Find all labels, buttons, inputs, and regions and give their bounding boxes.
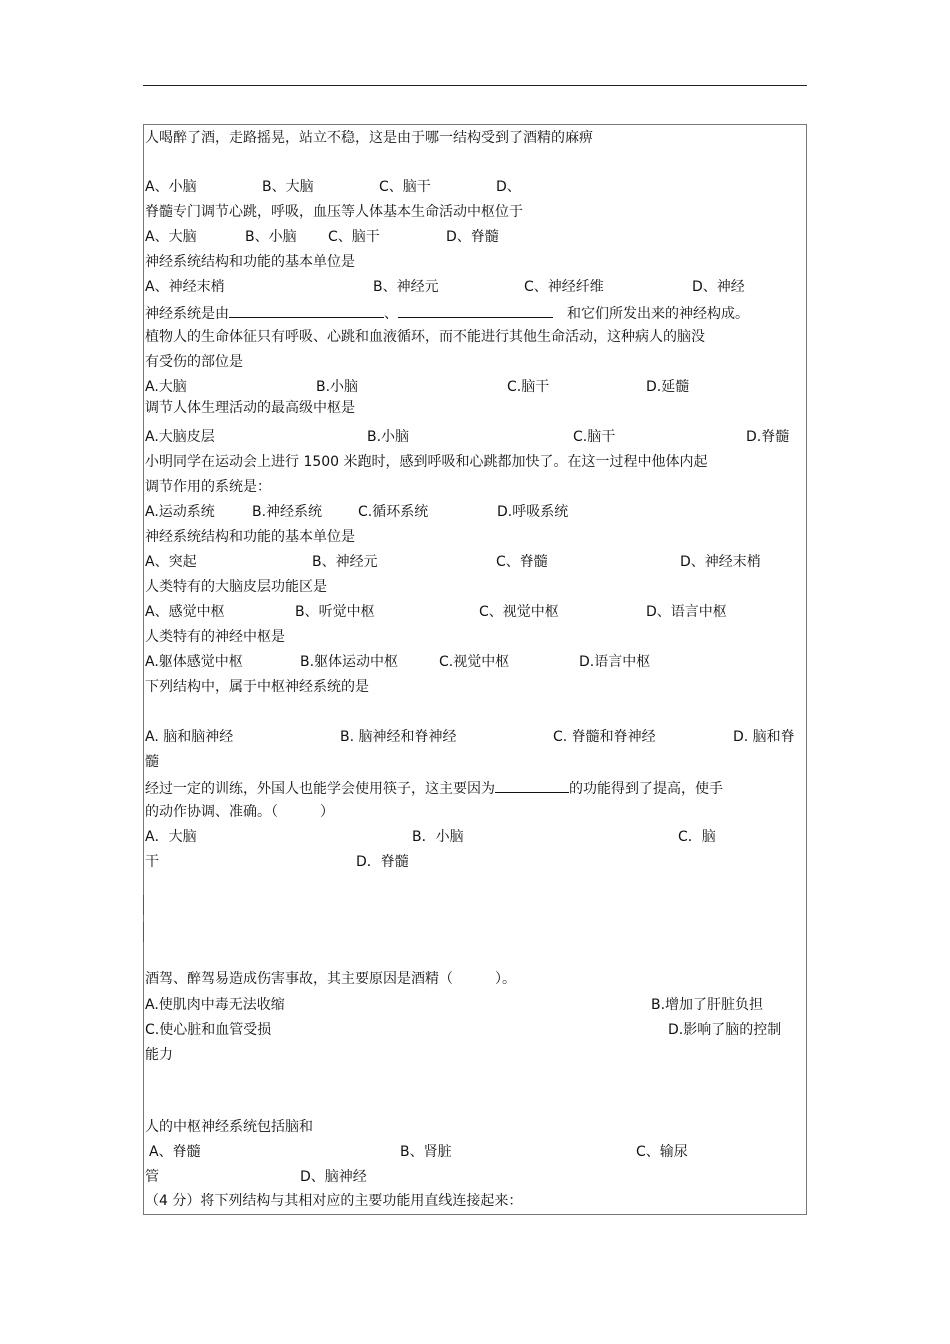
answer-blank bbox=[495, 778, 569, 793]
option-d: D、脊髓 bbox=[446, 229, 499, 245]
option-b: B. 脑神经和脊神经 bbox=[340, 729, 457, 745]
option-a: A、感觉中枢 bbox=[145, 604, 225, 620]
option-a: A. 脑和脑神经 bbox=[145, 729, 234, 745]
stem-separator: 、 bbox=[384, 306, 398, 322]
question-stem: 小明同学在运动会上进行 1500 米跑时，感到呼吸和心跳都加快了。在这一过程中他体内起 bbox=[145, 454, 708, 470]
option-b: B、大脑 bbox=[262, 179, 314, 195]
question-stem: 神经系统结构和功能的基本单位是 bbox=[145, 254, 355, 270]
question-stem: 人类特有的神经中枢是 bbox=[145, 629, 285, 645]
option-a: A.使肌肉中毒无法收缩 bbox=[145, 997, 285, 1013]
option-a: A、脊髓 bbox=[149, 1144, 201, 1160]
option-a: A.躯体感觉中枢 bbox=[145, 654, 243, 670]
question-stem: 脊髓专门调节心跳，呼吸，血压等人体基本生命活动中枢位于 bbox=[145, 204, 523, 220]
option-b: B、肾脏 bbox=[400, 1144, 452, 1160]
question-stem-continued: 调节作用的系统是： bbox=[145, 479, 271, 495]
option-c: C、脑干 bbox=[379, 179, 431, 195]
option-a: A．大脑 bbox=[145, 829, 197, 845]
option-a: A.大脑 bbox=[145, 379, 187, 395]
option-b: B、听觉中枢 bbox=[295, 604, 375, 620]
option-a: A、大脑 bbox=[145, 229, 197, 245]
stem-part: 的功能得到了提高，使手 bbox=[569, 781, 723, 797]
option-b: B、小脑 bbox=[245, 229, 297, 245]
option-d: D.呼吸系统 bbox=[497, 504, 569, 520]
question-stem: 调节人体生理活动的最高级中枢是 bbox=[145, 400, 355, 416]
option-d: D.语言中枢 bbox=[579, 654, 651, 670]
option-c: C、神经纤维 bbox=[524, 279, 604, 295]
option-c: C.使心脏和血管受损 bbox=[145, 1022, 272, 1038]
option-c: C、脑干 bbox=[328, 229, 380, 245]
option-b: B.小脑 bbox=[316, 379, 359, 395]
option-b: B．小脑 bbox=[412, 829, 464, 845]
option-a: A、小脑 bbox=[145, 179, 197, 195]
option-b: B.增加了肝脏负担 bbox=[651, 997, 764, 1013]
question-stem bbox=[145, 778, 723, 798]
option-b: B、神经元 bbox=[373, 279, 439, 295]
option-c: C．脑 bbox=[678, 829, 716, 845]
option-c: C、输尿 bbox=[636, 1144, 688, 1160]
option-wrap: 髓 bbox=[145, 754, 159, 770]
question-stem: 神经系统结构和功能的基本单位是 bbox=[145, 529, 355, 545]
option-c: C.脑干 bbox=[507, 379, 550, 395]
answer-blank bbox=[229, 303, 384, 318]
option-d: D、脑神经 bbox=[300, 1169, 367, 1185]
question-stem: 下列结构中，属于中枢神经系统的是 bbox=[145, 679, 369, 695]
question-stem: 人类特有的大脑皮层功能区是 bbox=[145, 579, 327, 595]
question-stem bbox=[145, 303, 749, 323]
option-d: D．脊髓 bbox=[356, 854, 409, 870]
stem-part: 经过一定的训练，外国人也能学会使用筷子，这主要因为 bbox=[145, 781, 495, 797]
question-stem: 酒驾、醉驾易造成伤害事故，其主要原因是酒精（ ）。 bbox=[145, 971, 516, 987]
option-b: B.小脑 bbox=[367, 429, 410, 445]
question-stem: （4 分）将下列结构与其相对应的主要功能用直线连接起来： bbox=[145, 1193, 523, 1209]
option-d: D.脊髓 bbox=[746, 429, 790, 445]
option-b: B.躯体运动中枢 bbox=[300, 654, 399, 670]
option-wrap: 能力 bbox=[145, 1047, 173, 1063]
stem-part: 神经系统是由 bbox=[145, 306, 229, 322]
option-c: C、脊髓 bbox=[496, 554, 548, 570]
option-d: D.延髓 bbox=[646, 379, 690, 395]
option-b: B、神经元 bbox=[312, 554, 378, 570]
question-stem: 人喝醉了酒，走路摇晃，站立不稳，这是由于哪一结构受到了酒精的麻痹 bbox=[145, 130, 593, 146]
option-a: A、神经末梢 bbox=[145, 279, 225, 295]
option-c: C. 脊髓和脊神经 bbox=[553, 729, 656, 745]
option-a: A.大脑皮层 bbox=[145, 429, 215, 445]
option-c: C.视觉中枢 bbox=[439, 654, 510, 670]
margin-mark bbox=[143, 922, 144, 942]
option-c: C.循环系统 bbox=[358, 504, 429, 520]
question-stem: 人的中枢神经系统包括脑和 bbox=[145, 1119, 313, 1135]
stem-part: 和它们所发出来的神经构成。 bbox=[567, 306, 749, 322]
option-c: C.脑干 bbox=[573, 429, 616, 445]
option-wrap: 管 bbox=[145, 1169, 159, 1185]
option-d: D、 bbox=[496, 179, 521, 195]
option-d: D、神经末梢 bbox=[680, 554, 761, 570]
question-stem-continued: 的动作协调、准确。（ ） bbox=[145, 804, 334, 820]
option-a: A.运动系统 bbox=[145, 504, 215, 520]
answer-blank bbox=[398, 303, 553, 318]
option-a: A、突起 bbox=[145, 554, 197, 570]
question-stem-continued: 有受伤的部位是 bbox=[145, 354, 243, 370]
question-stem: 植物人的生命体征只有呼吸、心跳和血液循环，而不能进行其他生命活动，这种病人的脑没 bbox=[145, 329, 705, 345]
option-d: D、语言中枢 bbox=[646, 604, 727, 620]
option-c: C、视觉中枢 bbox=[479, 604, 559, 620]
header-rule bbox=[143, 85, 807, 86]
option-d: D.影响了脑的控制 bbox=[668, 1022, 782, 1038]
option-wrap: 干 bbox=[145, 854, 159, 870]
margin-mark bbox=[143, 895, 144, 915]
option-d: D、神经 bbox=[692, 279, 745, 295]
option-d: D. 脑和脊 bbox=[733, 729, 795, 745]
option-b: B.神经系统 bbox=[252, 504, 323, 520]
